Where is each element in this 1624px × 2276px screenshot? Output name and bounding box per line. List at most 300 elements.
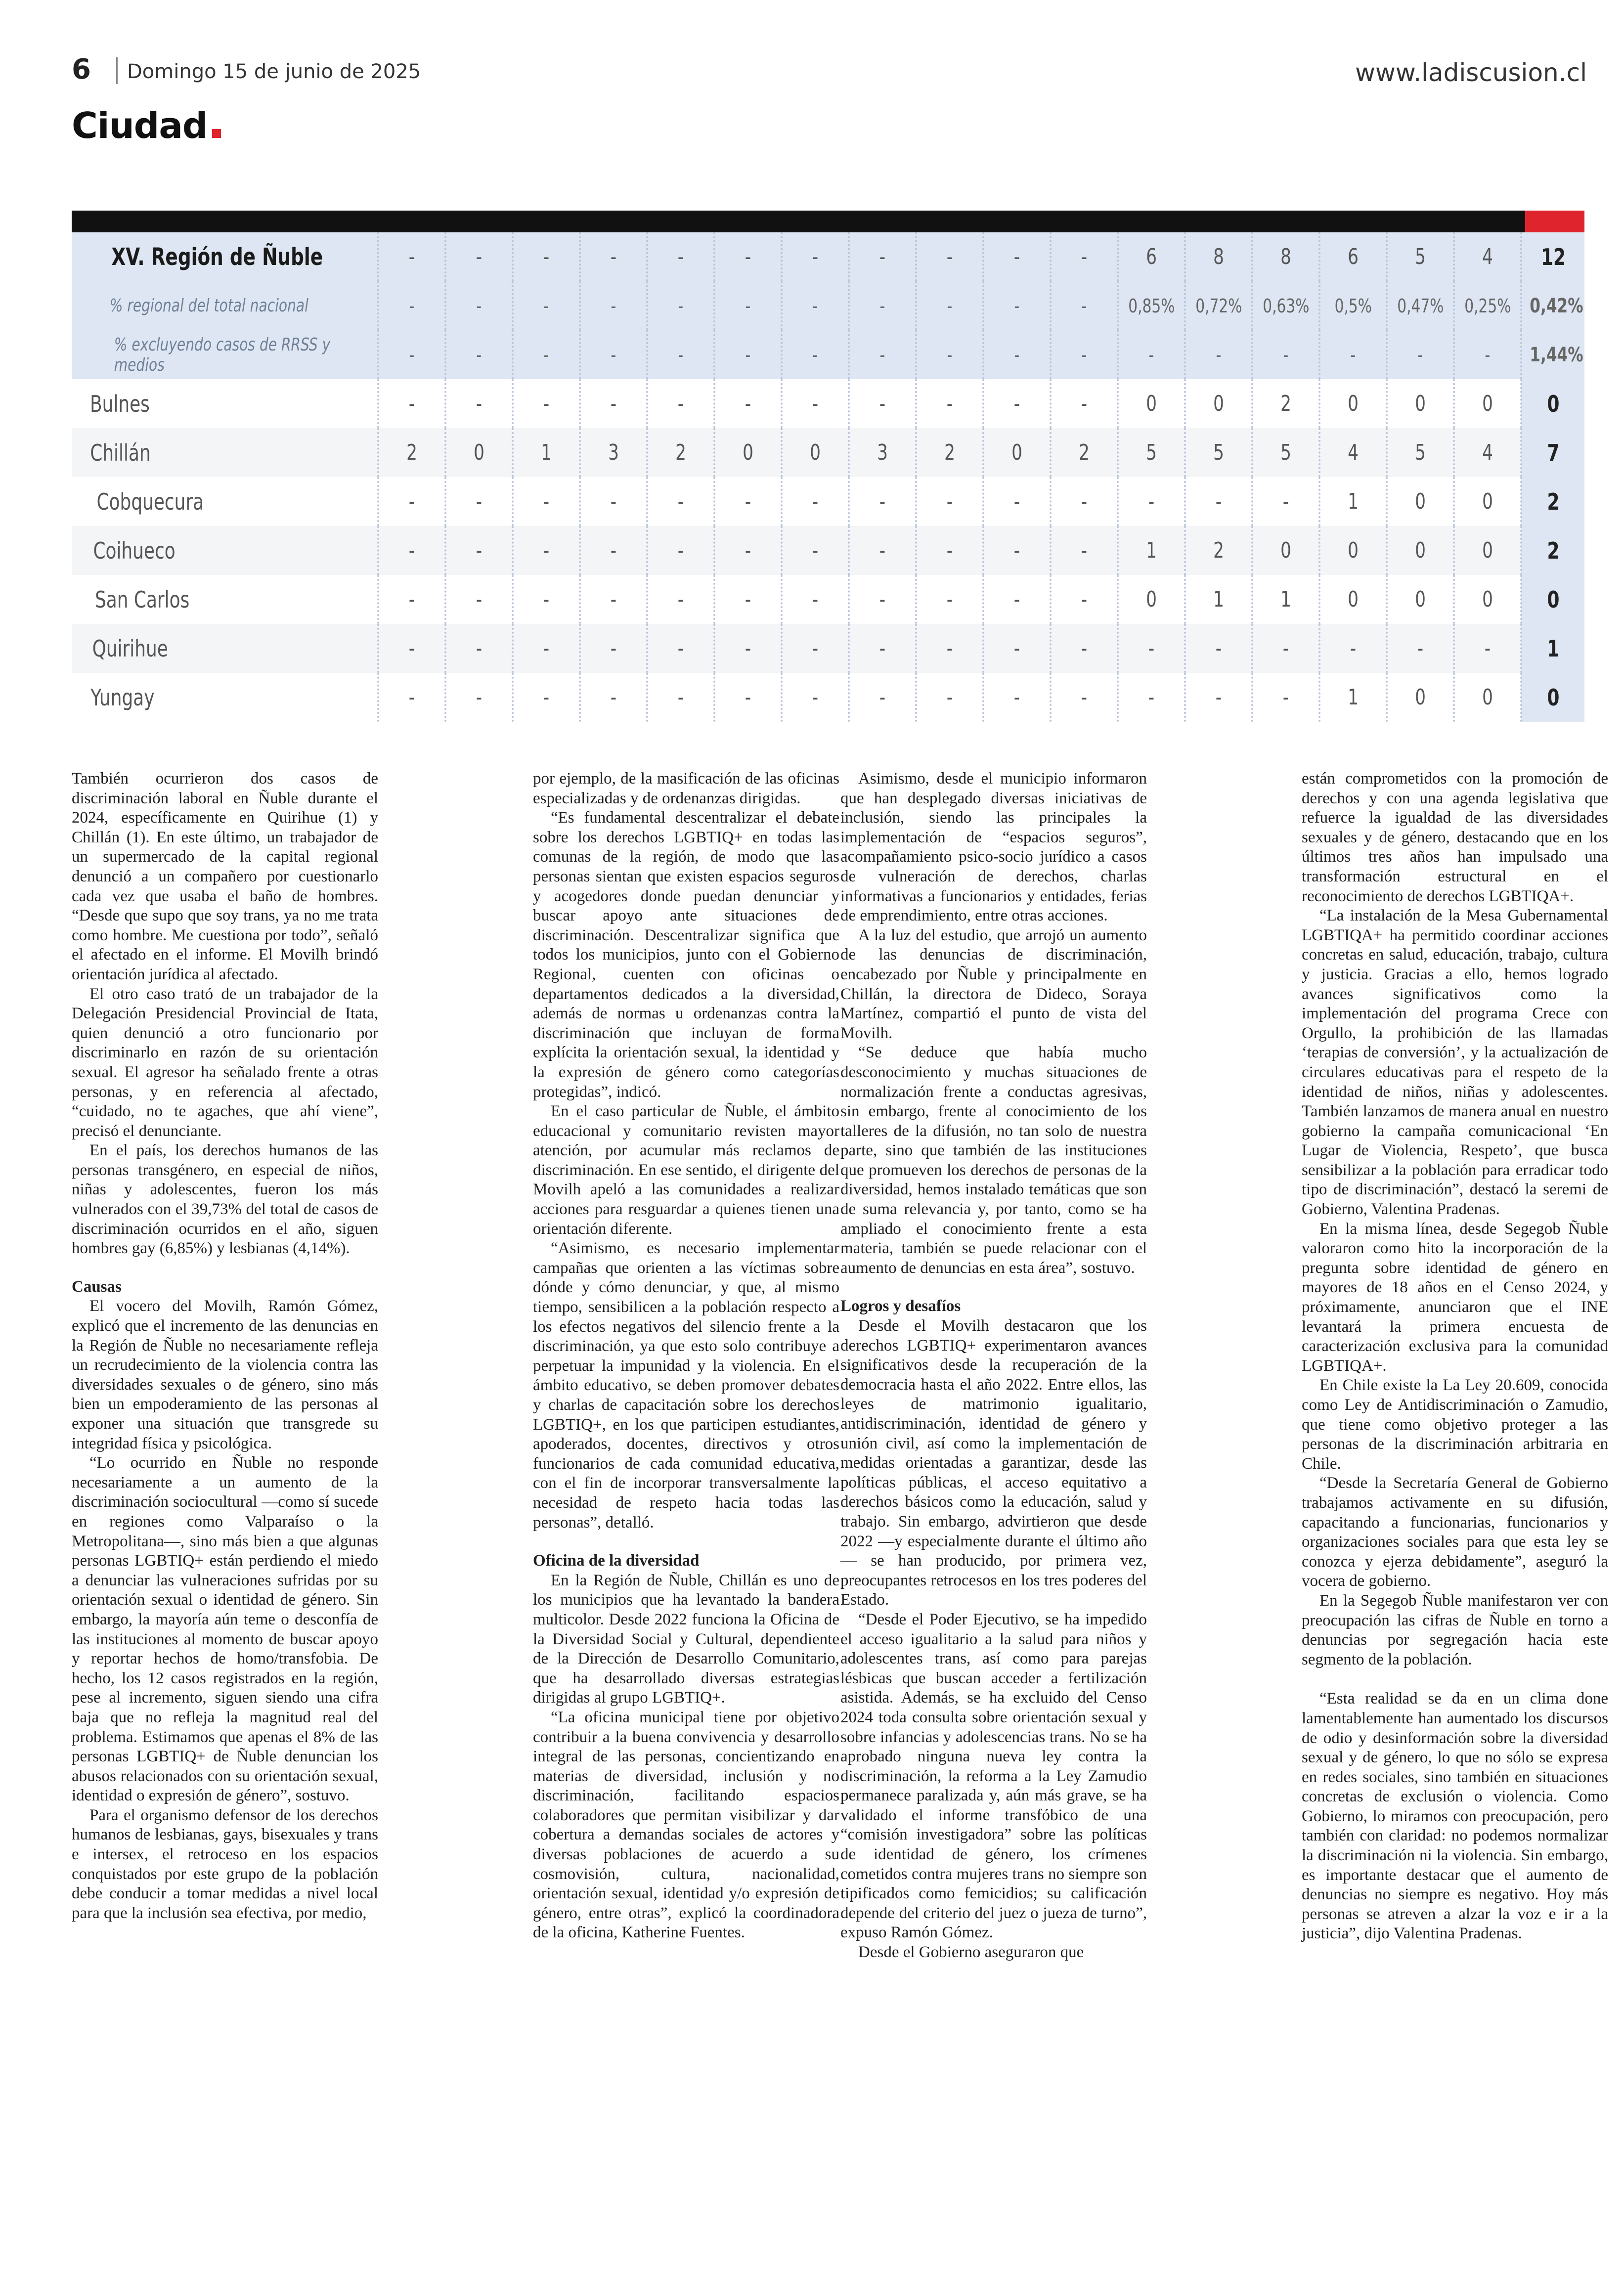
paragraph: A la luz del estudio, que arrojó un aumento de las denuncias de discriminación, encabezado por Ñuble y principalmente en Chillán, la directora de Dideco, Soraya Martínez, compartió el punto de vista del Movilh.: [840, 926, 1147, 1042]
cell-value: 0,72%: [1195, 295, 1242, 317]
table-cell: [782, 526, 849, 575]
cell-value: -: [543, 244, 550, 269]
row-label-text: Coihueco: [93, 537, 176, 564]
table-cell: [1454, 330, 1521, 379]
table-cell: [647, 477, 714, 526]
table-cell: [513, 330, 580, 379]
table-cell: [849, 673, 916, 722]
subheading-oficina: Oficina de la diversidad: [533, 1552, 700, 1570]
table-cell: [782, 428, 849, 477]
cell-value: -: [812, 391, 819, 416]
table-cell: [580, 379, 647, 428]
cell-value: -: [1081, 489, 1088, 514]
table-cell: [513, 477, 580, 526]
paragraph: Desde el Gobierno aseguraron que: [858, 1943, 1084, 1962]
table-cell: [1051, 330, 1118, 379]
table-cell: [916, 379, 983, 428]
total-cell: [1521, 379, 1584, 428]
cell-value: -: [879, 636, 886, 661]
cell-value: -: [409, 344, 415, 366]
cell-value: 0: [1348, 538, 1359, 563]
table-cell: [983, 624, 1051, 673]
table-cell: [1118, 281, 1185, 330]
cell-value: -: [408, 636, 415, 661]
paragraph: Asimismo, desde el municipio informaron que han desplegado diversas iniciativas de inclusión, siendo las principales la implementación de “espacios seguros”, acompañamiento psico-socio jurídico a casos de vulneración de derechos, charlas informativas a funcionarios y entidades, ferias de emprendimiento, entre otras acciones.: [840, 770, 1147, 925]
table-row: [72, 477, 1584, 526]
table-cell: [983, 330, 1051, 379]
article-column-2: [533, 769, 839, 1943]
table-cell: [1118, 428, 1185, 477]
table-top-accent: [1525, 211, 1584, 232]
table-cell: [1319, 428, 1387, 477]
table-cell: [1051, 575, 1118, 624]
row-label: [72, 428, 378, 477]
table-cell: [714, 477, 782, 526]
table-cell: [849, 624, 916, 673]
table-cell: [983, 526, 1051, 575]
table-cell: [378, 281, 445, 330]
table-cell: [983, 575, 1051, 624]
table-cell: [983, 477, 1051, 526]
table-row: [72, 379, 1584, 428]
cell-value: 0: [1482, 391, 1493, 416]
cell-value: -: [610, 391, 617, 416]
cell-value: -: [543, 587, 550, 612]
table-cell: [445, 673, 513, 722]
table-cell: [983, 673, 1051, 722]
cell-value: -: [677, 489, 684, 514]
cell-value: -: [476, 489, 483, 514]
row-label-text: % regional del total nacional: [109, 296, 308, 316]
table-cell: [378, 673, 445, 722]
cell-value: 0: [1415, 538, 1426, 563]
article-column-1: [72, 769, 378, 1923]
table-cell: [849, 232, 916, 281]
table-cell: [983, 428, 1051, 477]
table-cell: [1185, 330, 1252, 379]
total-cell: [1521, 624, 1584, 673]
cell-value: -: [1282, 636, 1289, 661]
table-cell: [714, 281, 782, 330]
table-cell: [647, 624, 714, 673]
table-cell: [916, 428, 983, 477]
table-cell: [1387, 526, 1454, 575]
cell-value: -: [745, 685, 751, 710]
total-value: 0,42%: [1530, 294, 1583, 317]
paragraph: En la misma línea, desde Segegob Ñuble valoraron como hito la incorporación de la pregunta sobre identidad de género en mayores de 18 años en el Censo 2024, y próximamente, anunciaron que el INE levantará la primera encuesta de caracterización exclusiva para la comunidad LGBTIQA+.: [1302, 1220, 1608, 1375]
table-cell: [513, 428, 580, 477]
cell-value: -: [476, 391, 483, 416]
cell-value: -: [1215, 685, 1222, 710]
row-label-text: Cobquecura: [96, 488, 204, 515]
table-cell: [1118, 379, 1185, 428]
row-label-text: % excluyendo casos de RRSS y medios: [114, 334, 331, 375]
article-column-3: [840, 769, 1147, 1963]
cell-value: 2: [944, 440, 955, 465]
table-cell: [378, 526, 445, 575]
row-label: [72, 330, 378, 379]
table-cell: [580, 232, 647, 281]
table-cell: [916, 673, 983, 722]
table-cell: [445, 526, 513, 575]
total-cell: [1521, 526, 1584, 575]
cell-value: 5: [1415, 440, 1426, 465]
table-cell: [714, 379, 782, 428]
cell-value: -: [745, 244, 751, 269]
table-cell: [513, 526, 580, 575]
cell-value: 0: [810, 440, 821, 465]
cell-value: -: [946, 489, 953, 514]
table-cell: [1185, 477, 1252, 526]
cell-value: -: [812, 344, 818, 366]
cell-value: -: [611, 344, 616, 366]
publication-date: Domingo 15 de junio de 2025: [127, 60, 421, 83]
table-cell: [916, 575, 983, 624]
table-cell: [378, 477, 445, 526]
table-cell: [1185, 526, 1252, 575]
cell-value: -: [1148, 685, 1155, 710]
cell-value: -: [476, 344, 482, 366]
cell-value: -: [1081, 295, 1087, 317]
total-cell: [1521, 330, 1584, 379]
table-cell: [1252, 428, 1319, 477]
cell-value: -: [879, 538, 886, 563]
cell-value: -: [947, 295, 953, 317]
cell-value: 5: [1280, 440, 1291, 465]
table-cell: [782, 281, 849, 330]
row-label-text: Bulnes: [90, 390, 150, 417]
cell-value: -: [1081, 685, 1088, 710]
table-cell: [1185, 428, 1252, 477]
table-cell: [1319, 330, 1387, 379]
total-value: 0: [1547, 684, 1560, 711]
cell-value: -: [677, 538, 684, 563]
table-cell: [1252, 330, 1319, 379]
total-value: 1: [1547, 635, 1560, 662]
cell-value: 0: [1415, 391, 1426, 416]
table-cell: [378, 330, 445, 379]
table-cell: [647, 281, 714, 330]
table-cell: [1118, 526, 1185, 575]
cell-value: -: [1081, 391, 1088, 416]
cell-value: -: [543, 295, 549, 317]
cell-value: 0: [1146, 391, 1157, 416]
cell-value: -: [1013, 244, 1020, 269]
table-cell: [647, 526, 714, 575]
cell-value: -: [879, 344, 885, 366]
table-cell: [1454, 575, 1521, 624]
table-cell: [1252, 575, 1319, 624]
cell-value: -: [677, 636, 684, 661]
cell-value: 8: [1213, 244, 1224, 269]
cell-value: 0,5%: [1334, 295, 1372, 317]
cell-value: -: [408, 244, 415, 269]
table-row: [72, 624, 1584, 673]
table-cell: [1454, 379, 1521, 428]
table-cell: [580, 281, 647, 330]
row-label-text: Quirihue: [92, 635, 168, 662]
table-cell: [580, 575, 647, 624]
table-cell: [513, 575, 580, 624]
cell-value: 4: [1482, 440, 1493, 465]
cell-value: -: [1350, 636, 1357, 661]
table-cell: [1454, 232, 1521, 281]
cell-value: -: [1485, 344, 1491, 366]
table-cell: [647, 428, 714, 477]
total-cell: [1521, 673, 1584, 722]
table-cell: [1252, 624, 1319, 673]
table-cell: [1319, 232, 1387, 281]
paragraph: “Asimismo, es necesario implementar campañas que orienten a las víctimas sobre dónde y cómo denunciar, y que, al mismo tiempo, sensibilicen a la población respecto a los efectos negativos del silencio frente a la discriminación, ya que esto solo contribuye a perpetuar la impunidad y la violencia. En el ámbito educativo, se deben promover debates y charlas de capacitación sobre los derechos LGBTIQ+, en los que participen estudiantes, apoderados, docentes, directivos y otros funcionarios de cada comunidad educativa, con el fin de incorporar transversalmente la necesidad de respeto hacia todas las personas”, detalló.: [533, 1239, 839, 1532]
cell-value: -: [610, 636, 617, 661]
table-cell: [1051, 624, 1118, 673]
table-cell: [849, 379, 916, 428]
table-cell: [1319, 526, 1387, 575]
table-cell: [647, 232, 714, 281]
cell-value: 2: [406, 440, 417, 465]
cell-value: -: [946, 587, 953, 612]
cell-value: -: [408, 685, 415, 710]
table-row: [72, 232, 1584, 281]
cell-value: -: [409, 295, 415, 317]
website-link[interactable]: www.ladiscusion.cl: [1355, 58, 1587, 87]
cell-value: -: [946, 391, 953, 416]
table-cell: [513, 232, 580, 281]
cell-value: 3: [877, 440, 888, 465]
cell-value: -: [812, 685, 819, 710]
paragraph: “Se deduce que había mucho desconocimiento y muchas situaciones de normalización frente a conductas agresivas, sin embargo, frente al conocimiento de los talleres de la difusión, no tan solo de nuestra parte, sino que también de las instituciones que promueven los derechos de personas de la diversidad, hemos instalado temáticas que son de suma relevancia y, por tanto, como se ha ampliado el conocimiento frente a esta materia, también se puede relacionar con el aumento de denuncias en esta área”, sostuvo.: [840, 1044, 1147, 1277]
cell-value: 0,25%: [1464, 295, 1511, 317]
cell-value: 1: [1348, 489, 1359, 514]
cell-value: -: [812, 295, 818, 317]
table-cell: [445, 624, 513, 673]
cell-value: -: [610, 489, 617, 514]
paragraph: “La oficina municipal tiene por objetivo contribuir a la buena convivencia y desarrollo integral de las personas, concientizando en materias de diversidad, inclusión y no discriminación, facilitando espacios colaboradores que permitan visibilizar y dar cobertura a demandas sociales de actores y diversas poblaciones de acuerdo a su cosmovisión, cultura, nacionalidad, orientación sexual, identidad y/o expresión de género, entre otras”, explicó la coordinadora de la oficina, Katherine Fuentes.: [533, 1708, 839, 1942]
page-header: [72, 53, 1587, 87]
table-cell: [1118, 575, 1185, 624]
table-cell: [445, 232, 513, 281]
table-cell: [1185, 624, 1252, 673]
table-cell: [983, 379, 1051, 428]
cell-value: -: [1282, 489, 1289, 514]
row-label: [72, 673, 378, 722]
cell-value: -: [677, 391, 684, 416]
table-cell: [849, 477, 916, 526]
table-cell: [1454, 477, 1521, 526]
total-value: 12: [1541, 243, 1566, 270]
table-cell: [849, 575, 916, 624]
cell-value: -: [879, 295, 885, 317]
table-cell: [580, 477, 647, 526]
cell-value: -: [1013, 685, 1020, 710]
cell-value: -: [879, 244, 886, 269]
table-cell: [1454, 281, 1521, 330]
row-label-text: Chillán: [90, 439, 151, 466]
table-cell: [1454, 428, 1521, 477]
cell-value: -: [946, 636, 953, 661]
paragraph: Para el organismo defensor de los derechos humanos de lesbianas, gays, bisexuales y trans e intersex, el retroceso en los espacios conquistados por este grupo de la población debe conducir a tomar medidas a nivel local para que la inclusión sea efectiva, por medio,: [72, 1806, 378, 1922]
table-cell: [1387, 379, 1454, 428]
table-cell: [1319, 477, 1387, 526]
cell-value: -: [408, 587, 415, 612]
paragraph: “Desde la Secretaría General de Gobierno trabajamos activamente en su difusión, capacitando a funcionarias, funcionarios y organizaciones sociales para que esta ley se conozca y ejerza debidamente”, aseguró la vocera de gobierno.: [1302, 1474, 1608, 1590]
table-cell: [1387, 281, 1454, 330]
cell-value: -: [476, 538, 483, 563]
cell-value: -: [476, 244, 483, 269]
total-value: 7: [1547, 439, 1560, 466]
row-label: [72, 575, 378, 624]
table-cell: [1252, 232, 1319, 281]
table-cell: [1051, 281, 1118, 330]
cell-value: -: [610, 538, 617, 563]
cell-value: -: [611, 295, 616, 317]
table-cell: [1319, 624, 1387, 673]
table-cell: [580, 673, 647, 722]
cell-value: -: [408, 391, 415, 416]
cell-value: 2: [1280, 391, 1291, 416]
row-label-text: Yungay: [90, 684, 155, 711]
row-label: [72, 281, 378, 330]
total-cell: [1521, 477, 1584, 526]
table-cell: [580, 526, 647, 575]
cell-value: 0: [1415, 587, 1426, 612]
cell-value: -: [812, 538, 819, 563]
row-label-text: XV. Región de Ñuble: [111, 243, 323, 271]
row-label: [72, 624, 378, 673]
cell-value: -: [1148, 489, 1155, 514]
paragraph: están comprometidos con la promoción de derechos y con una agenda legislativa que refuerce la igualdad de las diversidades sexuales y de género, destacando que en los últimos tres años han impulsado una transformación estructural en el reconocimiento de derechos LGBTIQA+.: [1302, 770, 1608, 905]
table-cell: [1387, 428, 1454, 477]
table-cell: [513, 379, 580, 428]
total-value: 2: [1547, 488, 1560, 515]
table-row: [72, 673, 1584, 722]
cell-value: -: [1282, 685, 1289, 710]
row-label-text: San Carlos: [94, 586, 190, 613]
table-cell: [782, 232, 849, 281]
cell-value: 0: [1348, 391, 1359, 416]
cell-value: -: [1014, 295, 1020, 317]
total-value: 0: [1547, 390, 1560, 417]
table-cell: [916, 526, 983, 575]
table-cell: [1387, 477, 1454, 526]
table-cell: [1252, 477, 1319, 526]
cell-value: -: [745, 344, 751, 366]
cell-value: -: [745, 538, 751, 563]
table-cell: [1051, 477, 1118, 526]
cell-value: -: [879, 685, 886, 710]
cell-value: -: [879, 489, 886, 514]
table-cell: [1454, 624, 1521, 673]
cell-value: 0: [1348, 587, 1359, 612]
table-cell: [1454, 526, 1521, 575]
table-cell: [782, 673, 849, 722]
paragraph: “Esta realidad se da en un clima done lamentablemente han aumentado los discursos de odio y desinformación sobre la diversidad sexual y de género, lo que no sólo se expresa en redes sociales, sino también en situaciones concretas de exclusión o violencia. Como Gobierno, lo miramos con preocupación, pero también con claridad: no podemos normalizar la discriminación ni la violencia. Sin embargo, es importante destacar que el aumento de denuncias no siempre es negativo. Hoy más personas se atreven a alzar la voz e ir a la justicia”, dijo Valentina Pradenas.: [1302, 1690, 1608, 1943]
cell-value: -: [543, 391, 550, 416]
table-cell: [1118, 624, 1185, 673]
table-cell: [1387, 673, 1454, 722]
table-cell: [1118, 232, 1185, 281]
table-cell: [983, 281, 1051, 330]
table-cell: [445, 330, 513, 379]
total-cell: [1521, 281, 1584, 330]
cell-value: 2: [1079, 440, 1090, 465]
total-cell: [1521, 575, 1584, 624]
cell-value: -: [1013, 587, 1020, 612]
table-cell: [580, 428, 647, 477]
cell-value: 2: [675, 440, 686, 465]
table-cell: [378, 379, 445, 428]
table-cell: [1185, 379, 1252, 428]
table-cell: [378, 575, 445, 624]
table-cell: [714, 330, 782, 379]
cell-value: 0: [1011, 440, 1022, 465]
cell-value: 0,63%: [1262, 295, 1310, 317]
section-label: Ciudad: [72, 105, 208, 146]
table-cell: [1252, 526, 1319, 575]
cell-value: -: [476, 295, 482, 317]
table-cell: [1252, 281, 1319, 330]
table-cell: [445, 379, 513, 428]
cell-value: 0: [743, 440, 753, 465]
cell-value: 6: [1146, 244, 1157, 269]
table-cell: [513, 281, 580, 330]
cell-value: -: [879, 391, 886, 416]
paragraph: En el país, los derechos humanos de las personas transgénero, en especial de niños, niñas y adolescentes, fueron los más vulnerados con el 39,73% del total de casos de discriminación ocurridos en el año, siguen hombres gay (6,85%) y lesbianas (4,14%).: [72, 1141, 378, 1258]
header-separator: [116, 57, 118, 84]
cell-value: 0: [1482, 489, 1493, 514]
table-cell: [916, 330, 983, 379]
cell-value: -: [745, 489, 751, 514]
cell-value: 6: [1348, 244, 1359, 269]
cell-value: -: [543, 538, 550, 563]
table-cell: [916, 624, 983, 673]
table-cell: [513, 673, 580, 722]
table-cell: [513, 624, 580, 673]
cell-value: -: [812, 636, 819, 661]
table-cell: [647, 330, 714, 379]
subheading-causas: Causas: [72, 1277, 122, 1296]
cell-value: 5: [1146, 440, 1157, 465]
cell-value: -: [812, 244, 819, 269]
cell-value: -: [1417, 344, 1423, 366]
cell-value: 0: [1280, 538, 1291, 563]
statistics-table: [72, 211, 1584, 722]
paragraph: En el caso particular de Ñuble, el ámbito educacional y comunitario revisten mayor atención, por acumular más reclamos de discriminación. En ese sentido, el dirigente del Movilh apeló a las comunidades a realizar acciones para resguardar a quienes tienen una orientación diferente.: [533, 1102, 839, 1238]
table-cell: [378, 624, 445, 673]
cell-value: 1: [541, 440, 552, 465]
paragraph: por ejemplo, de la masificación de las oficinas especializadas y de ordenanzas dirigidas.: [533, 770, 839, 807]
paragraph: El otro caso trató de un trabajador de la Delegación Presidencial Provincial de Itata, quien denunció a otro funcionario por discriminarlo en razón de su orientación sexual. El agresor ha señalado frente a otras personas, y en referencia al afectado, “cuidado, no te agaches, que ahí viene”, precisó el denunciante.: [72, 985, 378, 1140]
cell-value: 0,47%: [1397, 295, 1444, 317]
table-cell: [1185, 232, 1252, 281]
table-cell: [849, 330, 916, 379]
table-row: [72, 428, 1584, 477]
table-row: [72, 575, 1584, 624]
table-cell: [1319, 379, 1387, 428]
cell-value: 5: [1213, 440, 1224, 465]
table-cell: [714, 624, 782, 673]
cell-value: -: [1148, 344, 1154, 366]
table-cell: [1387, 624, 1454, 673]
cell-value: -: [408, 538, 415, 563]
table-cell: [916, 232, 983, 281]
cell-value: -: [1014, 344, 1020, 366]
table-cell: [647, 673, 714, 722]
paragraph: En la Segegob Ñuble manifestaron ver con preocupación las cifras de Ñuble en torno a denuncias por segregación hacia este segmento de la población.: [1302, 1591, 1608, 1668]
cell-value: -: [812, 587, 819, 612]
cell-value: 1: [1213, 587, 1224, 612]
table-cell: [1454, 673, 1521, 722]
